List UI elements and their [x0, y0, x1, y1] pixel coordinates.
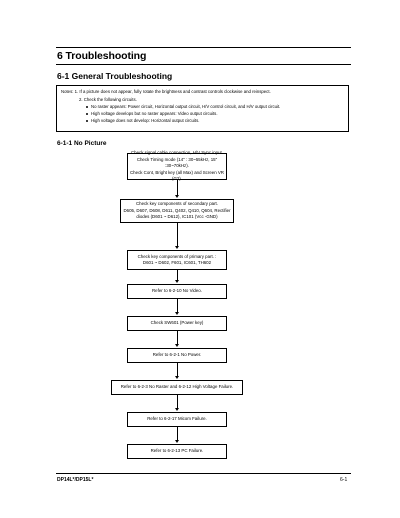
flow-step-4 — [127, 284, 227, 299]
step-line: D601 ~ D602, F601, IC601, TH602 — [142, 260, 212, 265]
note-bullet: No raster appears: Power circuit, Horizontal output circuit, H/V control circuit, and H/V output circuit. — [86, 103, 280, 110]
flow-step-3 — [127, 250, 227, 270]
flow-step-7 — [111, 380, 243, 395]
flow-step-5 — [127, 316, 227, 331]
step-line: Check key components of secondary part. — [135, 201, 218, 207]
flowchart-title: 6-1-1 No Picture — [57, 140, 107, 147]
flow-arrow — [177, 363, 178, 377]
bullet-icon — [86, 113, 88, 115]
flow-step-9 — [127, 444, 227, 459]
step-line: Check Cont, Bright key (all Max) and Screen VR (G2). — [130, 169, 224, 182]
subsection-title: 6-1 General Troubleshooting — [57, 71, 173, 81]
flow-step-6 — [127, 348, 227, 363]
bullet-icon — [86, 120, 88, 122]
flow-arrow — [177, 180, 178, 196]
notes-box — [56, 85, 349, 132]
note-line-2: 2. Check the following circuits. — [79, 97, 137, 102]
footer-rule — [56, 473, 351, 474]
flow-arrow — [177, 427, 178, 441]
step-line: Refer to 6-2-1 No Power. — [152, 352, 202, 358]
flow-arrow — [177, 223, 178, 247]
flow-step-8 — [127, 412, 227, 427]
flow-arrow — [177, 395, 178, 409]
section-title: 6 Troubleshooting — [57, 50, 147, 62]
step-line: Check Timing mode (14" : 30~55kHz, 15" :30~70kHz). — [136, 156, 218, 169]
note-bullet: High voltage develops but no raster appears: Video output circuits. — [86, 110, 218, 117]
flow-arrow — [177, 270, 178, 281]
step-line: D605, D607, D608, D611, Q402, Q410, Q604, Rectifier — [123, 207, 231, 213]
flow-arrow — [177, 299, 178, 313]
step-line: Check signal cable connection, H/V Sync input. — [130, 150, 223, 156]
step-line: Check key components of primary part. : — [137, 253, 217, 259]
step-line: diodes (D601 ~ D612), IC101 (Vcc -GND) — [136, 214, 218, 220]
step-line: Refer to 6-2-13 PC Failure. — [150, 448, 204, 454]
footer-page-number: 6-1 — [340, 477, 348, 483]
title-rule — [56, 64, 351, 65]
step-line: Refer to 6-2-17 Micom Failure. — [147, 416, 207, 422]
top-rule — [56, 47, 351, 48]
note-line-1: Notes: 1. If a picture does not appear, fully rotate the brightness and contrast controls clockwise and reinspect. — [61, 89, 271, 94]
step-line: Refer to 6-2-3 No Raster and 6-2-12 High Voltage Failure. — [120, 384, 234, 390]
bullet-icon — [86, 106, 88, 108]
flow-arrow — [177, 331, 178, 345]
note-bullet: High voltage does not develop: Horizontal output circuits. — [86, 117, 199, 124]
footer-model: DP14L*/DP15L* — [57, 477, 94, 483]
flow-step-1 — [127, 150, 227, 182]
step-line: Refer to 6-2-10 No Video. — [152, 288, 202, 294]
step-line: Check SW601 (Power key) — [150, 320, 204, 326]
flow-step-2 — [120, 199, 234, 223]
